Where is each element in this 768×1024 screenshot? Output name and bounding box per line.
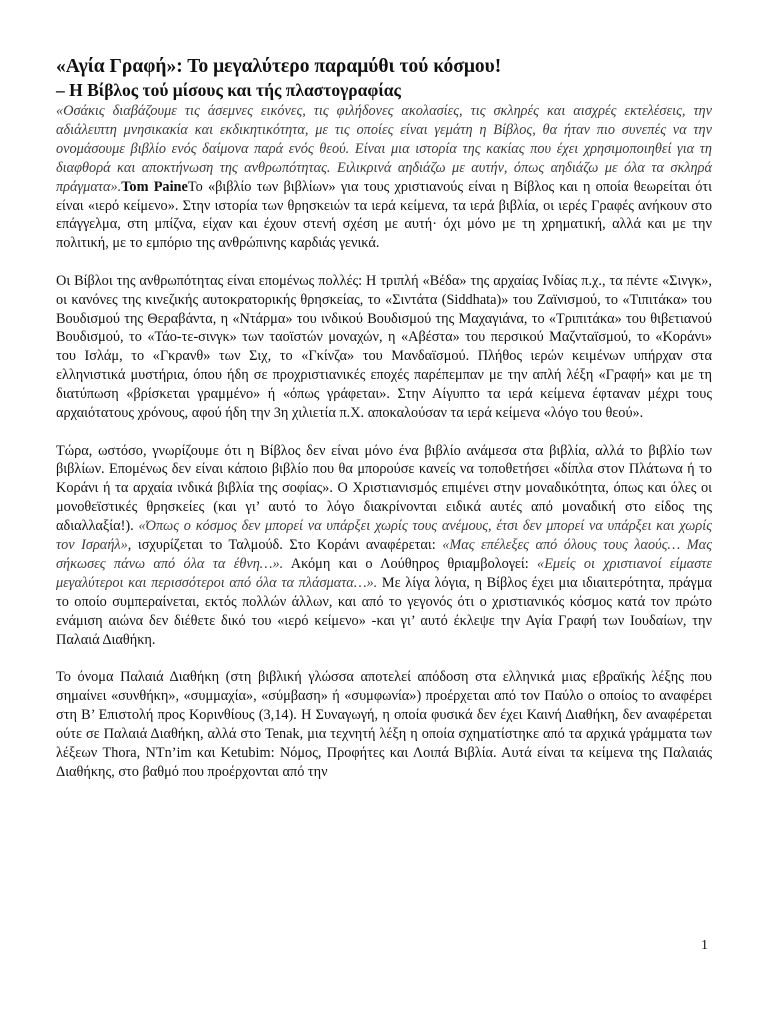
paragraph-1-text: Το «βιβλίο των βιβλίων» για τους χριστιανούς είναι η Βίβλος και η οποία θεωρείται ότι είναι «ιερό κείμενο». Στην ιστορία των θρησκειών τα ιερά κείμενα, τα ιερά βιβλία, οι ιερές Γραφές ανήκουν στο επάγγελμα, στη μπίζνα, είχαν και έχουν στενή σχέση με αυτή· όχι μόνο με τη χρηματική, αλλά και με την πολιτική, με το εμπόριο της ανθρώπινης καρδιάς γενικά. bbox=[56, 178, 712, 252]
page-number: 1 bbox=[701, 938, 708, 953]
paragraph-3-text-1: Τώρα, ωστόσο, γνωρίζουμε ότι η Βίβλος δεν είναι μόνο ένα βιβλίο ανάμεσα στα βιβλία, αλλά το βιβλίο των βιβλίων. Επομένως δεν είναι κάποιο βιβλίο που θα μπορούσε κανείς να τοποθετήσει «δίπλα στον Πλάτωνα ή το Κοράνι ή τα αρχαία ινδικά βιβλία της σοφίας». Ο Χριστιανισμός επιμένει στην μοναδικότητα, όπως και όλες οι μονοθεϊστικές θρησκείες (και γι’ αυτό το λόγο διακρίνονται ειδικά αυτές από μοναδική στο είδος της αδιαλλαξία!). bbox=[56, 442, 712, 535]
koran-quote: «Μας επέλεξες από όλους τους λαούς… Μας σήκωσες πάνω από όλα τα έθνη…». bbox=[56, 537, 712, 572]
quote-author: Tom Paine bbox=[121, 178, 188, 195]
talmud-quote: «Όπως ο κόσμος δεν μπορεί να υπάρξει χωρίς τους ανέμους, έτσι δεν μπορεί να υπάρξει και χωρίς τον Ισραήλ» bbox=[56, 518, 712, 554]
paine-quote: «Οσάκις διαβάζουμε τις άσεμνες εικόνες, τις φιλήδονες ακολασίες, τις σκληρές και αισχρές εκτελέσεις, την αδιάλειπτη μνησικακία και εκδικητικότητα, με τις οποίες είναι γεμάτη η Βίβλος, θα ήταν πιο συνεπές να την ονομάσουμε βιβλίο ενός δαίμονα παρά ενός θεού. Είναι μια ιστορία της κακίας που έχει χρησιμοποιηθεί για τη διαφθορά και αποκτήνωση της ανθρωπότητας. Ειλικρινά αηδιάζω με αυτήν, όπως αηδιάζω με όλα τα σκληρά πράγματα». bbox=[56, 103, 712, 195]
paragraph-4: Το όνομα Παλαιά Διαθήκη (στη βιβλική γλώσσα αποτελεί απόδοση στα ελληνικά μιας εβραϊκής λέξης που σημαίνει «συνθήκη», «συμμαχία», «σύμβαση» ή «συμφωνία») προέρχεται από τον Παύλο ο οποίος το αναφέρει στη Β’ Επιστολή προς Κορινθίους (3,14). Η Συναγωγή, η οποία φυσικά δεν έχει Καινή Διαθήκη, δεν αναφέρεται ούτε σε Παλαιά Διαθήκη, αλλά στο Tenak, μια τεχνητή λέξη η οποία σχηματίστηκε από τα αρχικά γράμματα των λέξεων Thora, NTn’im και Ketubim: Νόμος, Προφήτες και Λοιπά Βιβλία. Αυτά είναι τα κείμενα της Παλαιάς Διαθήκης, στο βαθμό που προέρχονται από την bbox=[56, 668, 712, 780]
paragraph-3 bbox=[56, 442, 712, 650]
document-page bbox=[56, 54, 712, 800]
paragraph-3-text-4: Με λίγα λόγια, η Βίβλος έχει μια ιδιαιτερότητα, πράγμα το οποίο συμπεραίνεται, εκτός πολλών άλλων, και από το γεγονός ότι ο χριστιανικός κόσμος κατά τον πρώτο ενάμιση αιώνα δεν διέθετε δικό του «ιερό κείμενο» -και γι’ αυτό έκλεψε την Αγία Γραφή των Ιουδαίων, την Παλαιά Διαθήκη. bbox=[56, 574, 712, 648]
paragraph-3-text-2: , ισχυρίζεται το Ταλμούδ. Στο Κοράνι αναφέρεται: bbox=[127, 537, 443, 554]
document-title: «Αγία Γραφή»: Το μεγαλύτερο παραμύθι τού κόσμου! bbox=[56, 56, 502, 77]
document-subtitle: – Η Βίβλος τού μίσους και τής πλαστογραφίας bbox=[56, 80, 401, 100]
luther-quote: «Εμείς οι χριστιανοί είμαστε μεγαλύτεροι και περισσότεροι από όλα τα πλάσματα…». bbox=[56, 555, 712, 591]
paragraph-1 bbox=[56, 102, 712, 253]
paragraph-2: Οι Βίβλοι της ανθρωπότητας είναι επομένως πολλές: Η τριπλή «Βέδα» της αρχαίας Ινδίας π.χ., τα πέντε «Σινγκ», οι κανόνες της κινεζικής αυτοκρατορικής θρησκείας, το «Σιντάτα (Siddhata)» του Ζαϊνισμού, το «Τιπιτάκα» του Βουδισμού της Θεραβάντα, η «Ντάρμα» του ινδικού Βουδισμού της Μαχαγιάνα, το «Τριπιτάκα» του θιβετιανού Βουδισμού, το «Τάο-τε-σινγκ» των ταοϊστών μοναχών, η «Αβέστα» του περσικού Μαζνταϊσμού, το «Κοράνι» του Ισλάμ, το «Γκρανθ» των Σιχ, το «Γκίνζα» του Μανδαϊσμού. Πλήθος ιερών κειμένων υπήρχαν στα ελληνιστικά μυστήρια, όπου ήδη σε προχριστιανικές εποχές παρέπεμπαν με την απλή λέξη «Γραφή» και με τη διατύπωση «βρίσκεται γραμμένο» ή «όπως γράφεται». Στην Αίγυπτο τα ιερά κείμενα έφταναν μέχρι τους αρχαιότατους χρόνους, αφού ήδη την 3η χιλιετία π.Χ. αποκαλούσαν τα ιερά κείμενα «λόγο του θεού». bbox=[56, 272, 712, 422]
paragraph-3-text-3: Ακόμη και ο Λούθηρος θριαμβολογεί: bbox=[283, 555, 538, 572]
